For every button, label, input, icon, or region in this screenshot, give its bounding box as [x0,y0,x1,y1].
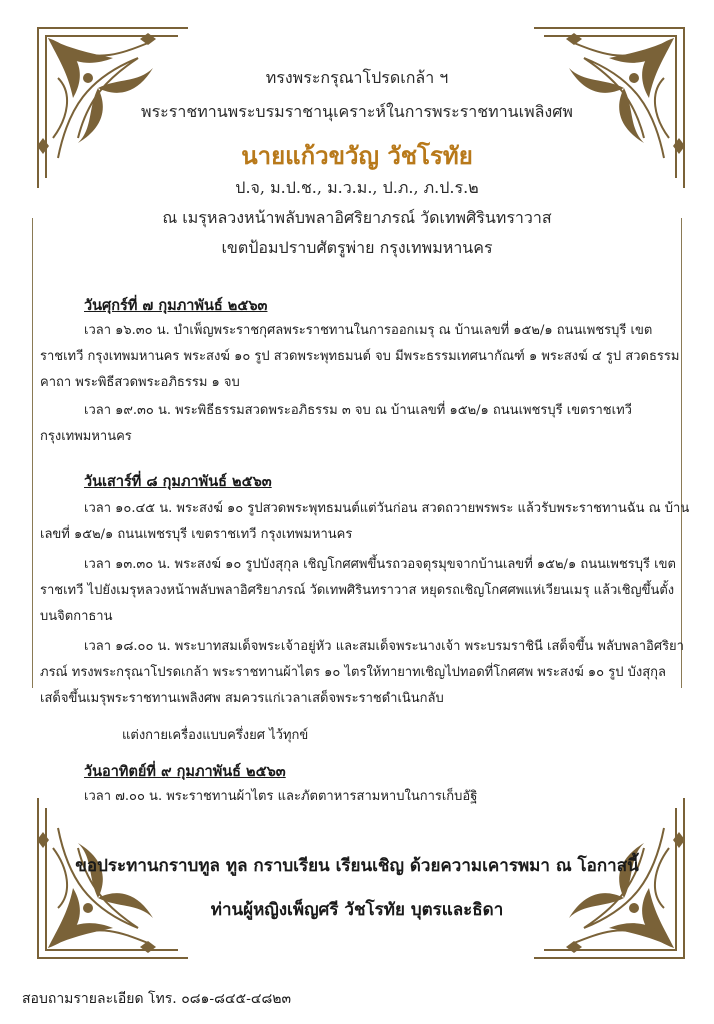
contact-phone: สอบถามรายละเอียด โทร. ๐๘๑-๘๔๕-๔๘๒๓ [22,991,292,1007]
day3-item1: เวลา ๗.๐๐ น. พระราชทานผ้าไตร และภัตตาหารสามหาบในการเก็บอัฐิ [84,789,478,804]
day1-item2: เวลา ๑๙.๓๐ น. พระพิธีธรรมสวดพระอภิธรรม ๓ จบ ณ บ้านเลขที่ ๑๕๒/๑ ถนนเพชรบุรี เขตราชเทวี กรุงเทพมหานคร [40,403,632,444]
day1-heading: วันศุกร์ที่ ๗ กุมภาพันธ์ ๒๕๖๓ [84,297,268,314]
venue-district-line: เขตป้อมปราบศัตรูพ่าย กรุงเทพมหานคร [221,238,493,257]
day3-heading: วันอาทิตย์ที่ ๙ กุมภาพันธ์ ๒๕๖๓ [84,763,286,780]
royal-grace-line: ทรงพระกรุณาโปรดเกล้า ฯ [265,68,449,87]
deceased-name: นายแก้วขวัญ วัชโรทัย [241,141,473,170]
venue-line: ณ เมรุหลวงหน้าพลับพลาอิศริยาภรณ์ วัดเทพศิรินทราวาส [162,208,552,227]
day2-item3: เวลา ๑๘.๐๐ น. พระบาทสมเด็จพระเจ้าอยู่หัว และสมเด็จพระนางเจ้า พระบรมราชินี เสด็จขึ้น พลับพลาอิศริยาภรณ์ ทรงพระกรุณาโปรดเกล้า พระราชทานผ้าไตร ๑๐ ไตรให้ทายาทเชิญไปทอดที่โกศศพ พระสงฆ์ ๑๐ รูป บังสุกุล เสด็จขึ้นเมรุพระราชทานเพลิงศพ สมควรแก่เวลาเสด็จพระราชดำเนินกลับ [40,639,684,706]
closing-invitation: ขอประทานกราบทูล ทูล กราบเรียน เรียนเชิญ ด้วยความเคารพมา ณ โอกาสนี้ [75,856,639,876]
decorations-line: ป.จ, ม.ป.ช., ม.ว.ม., ป.ภ., ภ.ป.ร.๒ [235,178,479,197]
day1-item1: เวลา ๑๖.๓๐ น. บำเพ็ญพระราชกุศลพระราชทานในการออกเมรุ ณ บ้านเลขที่ ๑๕๒/๑ ถนนเพชรบุรี เขตราชเทวี กรุงเทพมหานคร พระสงฆ์ ๑๐ รูป สวดพระพุทธมนต์ จบ มีพระธรรมเทศนากัณฑ์ ๑ พระสงฆ์ ๔ รูป สวดธรรมคาถา พระพิธีสวดพระอภิธรรม ๑ จบ [40,323,680,390]
host-names: ท่านผู้หญิงเพ็ญศรี วัชโรทัย บุตรและธิดา [210,900,504,920]
day2-item2: เวลา ๑๓.๓๐ น. พระสงฆ์ ๑๐ รูปบังสุกุล เชิญโกศศพขึ้นรถวอจตุรมุขจากบ้านเลขที่ ๑๕๒/๑ ถนนเพชรบุรี เขตราชเทวี ไปยังเมรุหลวงหน้าพลับพลาอิศริยาภรณ์ วัดเทพศิรินทราวาส หยุดรถเชิญโกศศพแห่เวียนเมรุ แล้วเชิญขึ้นตั้งบนจิตกาธาน [40,557,676,624]
day2-heading: วันเสาร์ที่ ๘ กุมภาพันธ์ ๒๕๖๓ [84,473,272,490]
royal-cremation-line: พระราชทานพระบรมราชานุเคราะห์ในการพระราชทานเพลิงศพ [141,102,573,121]
dress-code: แต่งกายเครื่องแบบครึ่งยศ ไว้ทุกข์ [122,728,309,743]
day2-item1: เวลา ๑๐.๔๕ น. พระสงฆ์ ๑๐ รูปสวดพระพุทธมนต์แต่วันก่อน สวดถวายพรพระ แล้วรับพระราชทานฉัน ณ บ้านเลขที่ ๑๕๒/๑ ถนนเพชรบุรี เขตราชเทวี กรุงเทพมหานคร [40,501,690,542]
